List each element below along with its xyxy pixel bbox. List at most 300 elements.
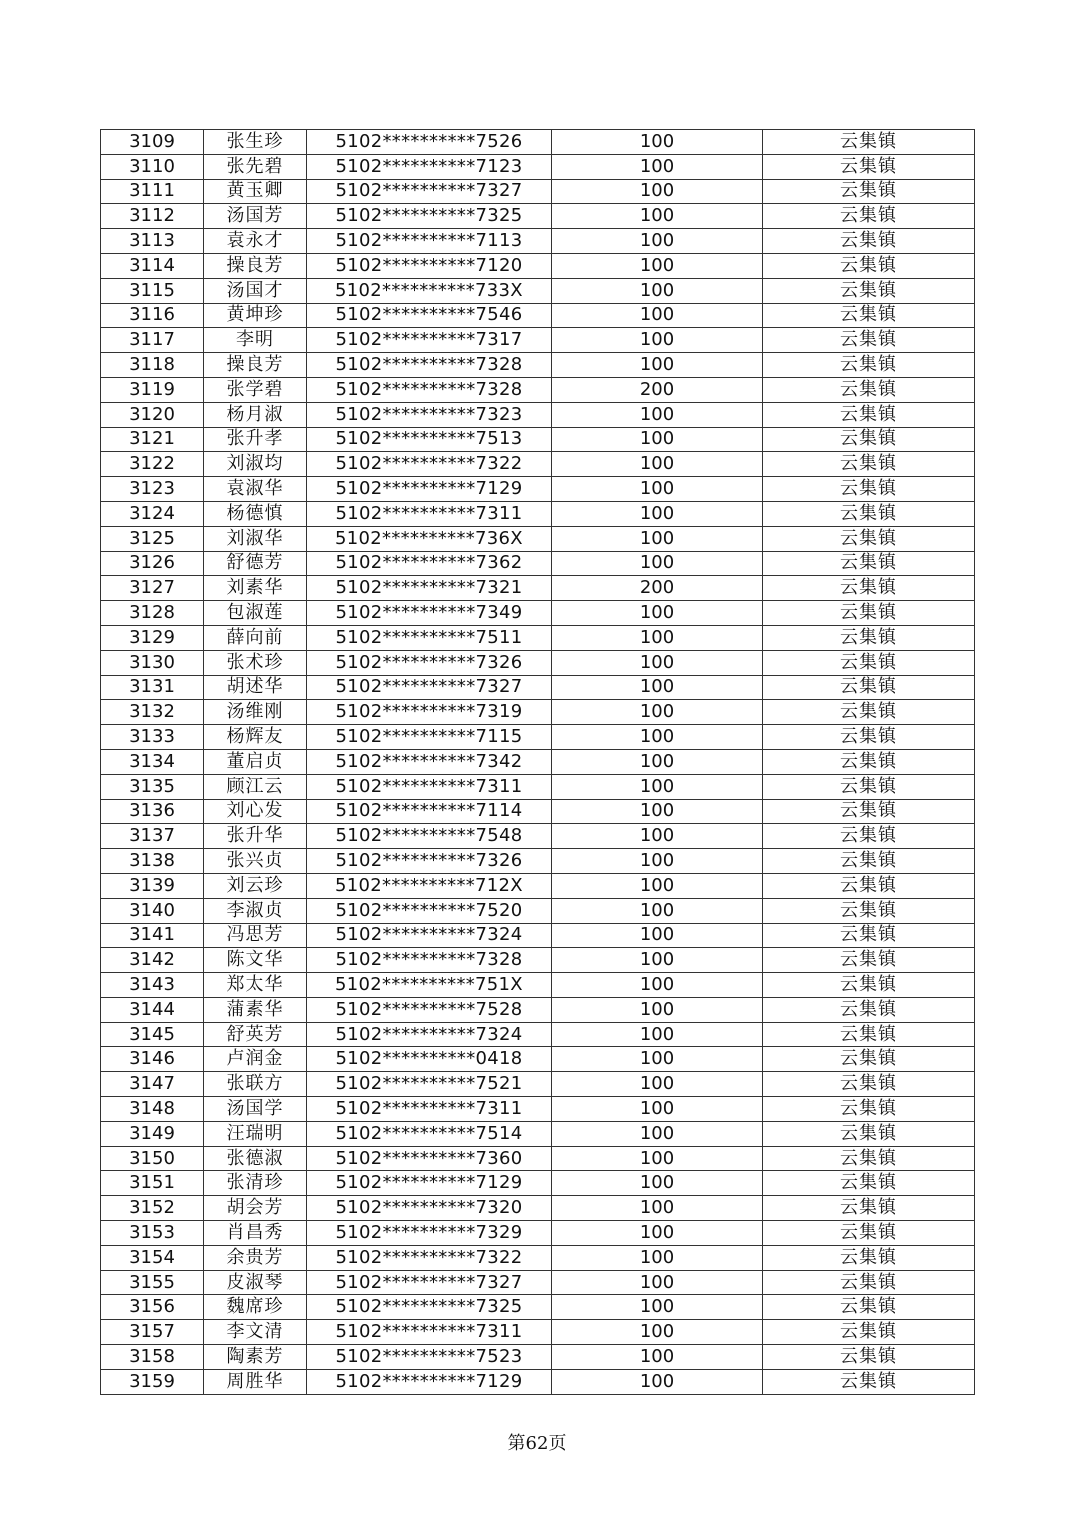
person-name-cell: 操良芳 bbox=[204, 353, 307, 378]
town-cell: 云集镇 bbox=[763, 923, 975, 948]
amount-cell: 100 bbox=[552, 749, 763, 774]
person-name-cell: 胡述华 bbox=[204, 675, 307, 700]
table-row bbox=[101, 204, 975, 229]
town-cell: 云集镇 bbox=[763, 179, 975, 204]
sequence-number-cell: 3116 bbox=[101, 303, 204, 328]
sequence-number-cell: 3131 bbox=[101, 675, 204, 700]
table-row bbox=[101, 154, 975, 179]
town-cell: 云集镇 bbox=[763, 1121, 975, 1146]
amount-cell: 100 bbox=[552, 303, 763, 328]
town-cell: 云集镇 bbox=[763, 1171, 975, 1196]
sequence-number-cell: 3110 bbox=[101, 154, 204, 179]
sequence-number-cell: 3149 bbox=[101, 1121, 204, 1146]
sequence-number-cell: 3148 bbox=[101, 1097, 204, 1122]
masked-id-number-cell: 5102**********7325 bbox=[307, 204, 552, 229]
sequence-number-cell: 3115 bbox=[101, 278, 204, 303]
sequence-number-cell: 3114 bbox=[101, 253, 204, 278]
sequence-number-cell: 3127 bbox=[101, 576, 204, 601]
sequence-number-cell: 3159 bbox=[101, 1369, 204, 1394]
table-row bbox=[101, 1146, 975, 1171]
masked-id-number-cell: 5102**********7342 bbox=[307, 749, 552, 774]
masked-id-number-cell: 5102**********7323 bbox=[307, 402, 552, 427]
town-cell: 云集镇 bbox=[763, 303, 975, 328]
table-row bbox=[101, 774, 975, 799]
sequence-number-cell: 3146 bbox=[101, 1047, 204, 1072]
town-cell: 云集镇 bbox=[763, 551, 975, 576]
town-cell: 云集镇 bbox=[763, 1047, 975, 1072]
amount-cell: 100 bbox=[552, 774, 763, 799]
masked-id-number-cell: 5102**********7113 bbox=[307, 229, 552, 254]
person-name-cell: 李明 bbox=[204, 328, 307, 353]
person-name-cell: 陈文华 bbox=[204, 948, 307, 973]
masked-id-number-cell: 5102**********7329 bbox=[307, 1221, 552, 1246]
roster-table-body bbox=[101, 130, 975, 1395]
table-row bbox=[101, 303, 975, 328]
masked-id-number-cell: 5102**********7511 bbox=[307, 625, 552, 650]
town-cell: 云集镇 bbox=[763, 1022, 975, 1047]
sequence-number-cell: 3139 bbox=[101, 873, 204, 898]
table-row bbox=[101, 625, 975, 650]
table-row bbox=[101, 1221, 975, 1246]
person-name-cell: 舒英芳 bbox=[204, 1022, 307, 1047]
person-name-cell: 舒德芳 bbox=[204, 551, 307, 576]
amount-cell: 100 bbox=[552, 1171, 763, 1196]
person-name-cell: 操良芳 bbox=[204, 253, 307, 278]
amount-cell: 100 bbox=[552, 1072, 763, 1097]
amount-cell: 100 bbox=[552, 625, 763, 650]
amount-cell: 100 bbox=[552, 526, 763, 551]
masked-id-number-cell: 5102**********7311 bbox=[307, 1097, 552, 1122]
masked-id-number-cell: 5102**********7327 bbox=[307, 179, 552, 204]
table-row bbox=[101, 253, 975, 278]
table-row bbox=[101, 898, 975, 923]
person-name-cell: 张术珍 bbox=[204, 650, 307, 675]
town-cell: 云集镇 bbox=[763, 1072, 975, 1097]
sequence-number-cell: 3152 bbox=[101, 1196, 204, 1221]
amount-cell: 200 bbox=[552, 576, 763, 601]
amount-cell: 100 bbox=[552, 179, 763, 204]
town-cell: 云集镇 bbox=[763, 353, 975, 378]
sequence-number-cell: 3136 bbox=[101, 799, 204, 824]
masked-id-number-cell: 5102**********7317 bbox=[307, 328, 552, 353]
masked-id-number-cell: 5102**********7513 bbox=[307, 427, 552, 452]
table-row bbox=[101, 1121, 975, 1146]
sequence-number-cell: 3128 bbox=[101, 601, 204, 626]
masked-id-number-cell: 5102**********7322 bbox=[307, 1245, 552, 1270]
amount-cell: 100 bbox=[552, 873, 763, 898]
town-cell: 云集镇 bbox=[763, 1270, 975, 1295]
table-row bbox=[101, 229, 975, 254]
person-name-cell: 汪瑞明 bbox=[204, 1121, 307, 1146]
person-name-cell: 张升华 bbox=[204, 824, 307, 849]
table-row bbox=[101, 1022, 975, 1047]
amount-cell: 100 bbox=[552, 353, 763, 378]
sequence-number-cell: 3109 bbox=[101, 130, 204, 155]
sequence-number-cell: 3124 bbox=[101, 501, 204, 526]
amount-cell: 100 bbox=[552, 1146, 763, 1171]
table-row bbox=[101, 477, 975, 502]
person-name-cell: 刘淑均 bbox=[204, 452, 307, 477]
person-name-cell: 魏席珍 bbox=[204, 1295, 307, 1320]
amount-cell: 100 bbox=[552, 477, 763, 502]
town-cell: 云集镇 bbox=[763, 1369, 975, 1394]
person-name-cell: 刘云珍 bbox=[204, 873, 307, 898]
person-name-cell: 张学碧 bbox=[204, 377, 307, 402]
amount-cell: 100 bbox=[552, 650, 763, 675]
amount-cell: 100 bbox=[552, 849, 763, 874]
amount-cell: 100 bbox=[552, 1245, 763, 1270]
town-cell: 云集镇 bbox=[763, 1097, 975, 1122]
sequence-number-cell: 3129 bbox=[101, 625, 204, 650]
sequence-number-cell: 3132 bbox=[101, 700, 204, 725]
person-name-cell: 余贵芳 bbox=[204, 1245, 307, 1270]
table-row bbox=[101, 526, 975, 551]
masked-id-number-cell: 5102**********7320 bbox=[307, 1196, 552, 1221]
person-name-cell: 蒲素华 bbox=[204, 997, 307, 1022]
person-name-cell: 周胜华 bbox=[204, 1369, 307, 1394]
town-cell: 云集镇 bbox=[763, 477, 975, 502]
sequence-number-cell: 3154 bbox=[101, 1245, 204, 1270]
person-name-cell: 袁淑华 bbox=[204, 477, 307, 502]
person-name-cell: 黄玉卿 bbox=[204, 179, 307, 204]
sequence-number-cell: 3120 bbox=[101, 402, 204, 427]
person-name-cell: 胡会芳 bbox=[204, 1196, 307, 1221]
amount-cell: 100 bbox=[552, 799, 763, 824]
masked-id-number-cell: 5102**********7115 bbox=[307, 725, 552, 750]
sequence-number-cell: 3141 bbox=[101, 923, 204, 948]
amount-cell: 100 bbox=[552, 328, 763, 353]
masked-id-number-cell: 5102**********7349 bbox=[307, 601, 552, 626]
sequence-number-cell: 3144 bbox=[101, 997, 204, 1022]
sequence-number-cell: 3117 bbox=[101, 328, 204, 353]
table-row bbox=[101, 601, 975, 626]
town-cell: 云集镇 bbox=[763, 253, 975, 278]
person-name-cell: 董启贞 bbox=[204, 749, 307, 774]
person-name-cell: 肖昌秀 bbox=[204, 1221, 307, 1246]
table-row bbox=[101, 1171, 975, 1196]
masked-id-number-cell: 5102**********7514 bbox=[307, 1121, 552, 1146]
sequence-number-cell: 3113 bbox=[101, 229, 204, 254]
table-row bbox=[101, 923, 975, 948]
person-name-cell: 卢润金 bbox=[204, 1047, 307, 1072]
table-row bbox=[101, 973, 975, 998]
sequence-number-cell: 3111 bbox=[101, 179, 204, 204]
table-row bbox=[101, 700, 975, 725]
amount-cell: 100 bbox=[552, 204, 763, 229]
sequence-number-cell: 3112 bbox=[101, 204, 204, 229]
sequence-number-cell: 3134 bbox=[101, 749, 204, 774]
town-cell: 云集镇 bbox=[763, 849, 975, 874]
masked-id-number-cell: 5102**********7325 bbox=[307, 1295, 552, 1320]
table-row bbox=[101, 1320, 975, 1345]
amount-cell: 100 bbox=[552, 601, 763, 626]
table-row bbox=[101, 1295, 975, 1320]
town-cell: 云集镇 bbox=[763, 625, 975, 650]
town-cell: 云集镇 bbox=[763, 948, 975, 973]
amount-cell: 100 bbox=[552, 1022, 763, 1047]
town-cell: 云集镇 bbox=[763, 1196, 975, 1221]
masked-id-number-cell: 5102**********7311 bbox=[307, 774, 552, 799]
masked-id-number-cell: 5102**********7548 bbox=[307, 824, 552, 849]
masked-id-number-cell: 5102**********7528 bbox=[307, 997, 552, 1022]
town-cell: 云集镇 bbox=[763, 278, 975, 303]
masked-id-number-cell: 5102**********0418 bbox=[307, 1047, 552, 1072]
person-name-cell: 刘心发 bbox=[204, 799, 307, 824]
sequence-number-cell: 3142 bbox=[101, 948, 204, 973]
town-cell: 云集镇 bbox=[763, 675, 975, 700]
sequence-number-cell: 3133 bbox=[101, 725, 204, 750]
town-cell: 云集镇 bbox=[763, 154, 975, 179]
sequence-number-cell: 3153 bbox=[101, 1221, 204, 1246]
sequence-number-cell: 3138 bbox=[101, 849, 204, 874]
sequence-number-cell: 3156 bbox=[101, 1295, 204, 1320]
masked-id-number-cell: 5102**********7324 bbox=[307, 1022, 552, 1047]
masked-id-number-cell: 5102**********7311 bbox=[307, 1320, 552, 1345]
town-cell: 云集镇 bbox=[763, 1345, 975, 1370]
town-cell: 云集镇 bbox=[763, 601, 975, 626]
person-name-cell: 陶素芳 bbox=[204, 1345, 307, 1370]
person-name-cell: 汤维刚 bbox=[204, 700, 307, 725]
table-row bbox=[101, 1369, 975, 1394]
masked-id-number-cell: 5102**********7327 bbox=[307, 675, 552, 700]
amount-cell: 100 bbox=[552, 725, 763, 750]
table-row bbox=[101, 824, 975, 849]
masked-id-number-cell: 5102**********7114 bbox=[307, 799, 552, 824]
masked-id-number-cell: 5102**********7523 bbox=[307, 1345, 552, 1370]
town-cell: 云集镇 bbox=[763, 501, 975, 526]
masked-id-number-cell: 5102**********7311 bbox=[307, 501, 552, 526]
sequence-number-cell: 3150 bbox=[101, 1146, 204, 1171]
person-name-cell: 冯思芳 bbox=[204, 923, 307, 948]
table-row bbox=[101, 402, 975, 427]
person-name-cell: 张联方 bbox=[204, 1072, 307, 1097]
sequence-number-cell: 3140 bbox=[101, 898, 204, 923]
masked-id-number-cell: 5102**********7327 bbox=[307, 1270, 552, 1295]
sequence-number-cell: 3137 bbox=[101, 824, 204, 849]
town-cell: 云集镇 bbox=[763, 204, 975, 229]
subsidy-roster-table bbox=[100, 129, 975, 1395]
table-row bbox=[101, 650, 975, 675]
table-row bbox=[101, 1245, 975, 1270]
town-cell: 云集镇 bbox=[763, 700, 975, 725]
amount-cell: 100 bbox=[552, 1121, 763, 1146]
town-cell: 云集镇 bbox=[763, 824, 975, 849]
person-name-cell: 薛向前 bbox=[204, 625, 307, 650]
amount-cell: 100 bbox=[552, 278, 763, 303]
town-cell: 云集镇 bbox=[763, 1320, 975, 1345]
person-name-cell: 杨德慎 bbox=[204, 501, 307, 526]
table-row bbox=[101, 377, 975, 402]
person-name-cell: 张升孝 bbox=[204, 427, 307, 452]
person-name-cell: 张先碧 bbox=[204, 154, 307, 179]
town-cell: 云集镇 bbox=[763, 402, 975, 427]
table-row bbox=[101, 725, 975, 750]
town-cell: 云集镇 bbox=[763, 1221, 975, 1246]
amount-cell: 100 bbox=[552, 1047, 763, 1072]
amount-cell: 200 bbox=[552, 377, 763, 402]
person-name-cell: 张兴贞 bbox=[204, 849, 307, 874]
amount-cell: 100 bbox=[552, 1196, 763, 1221]
sequence-number-cell: 3143 bbox=[101, 973, 204, 998]
sequence-number-cell: 3135 bbox=[101, 774, 204, 799]
table-row bbox=[101, 1345, 975, 1370]
person-name-cell: 顾江云 bbox=[204, 774, 307, 799]
person-name-cell: 皮淑琴 bbox=[204, 1270, 307, 1295]
person-name-cell: 杨月淑 bbox=[204, 402, 307, 427]
masked-id-number-cell: 5102**********7520 bbox=[307, 898, 552, 923]
masked-id-number-cell: 5102**********7129 bbox=[307, 477, 552, 502]
town-cell: 云集镇 bbox=[763, 1146, 975, 1171]
town-cell: 云集镇 bbox=[763, 650, 975, 675]
table-row bbox=[101, 328, 975, 353]
amount-cell: 100 bbox=[552, 1345, 763, 1370]
amount-cell: 100 bbox=[552, 501, 763, 526]
town-cell: 云集镇 bbox=[763, 973, 975, 998]
amount-cell: 100 bbox=[552, 700, 763, 725]
amount-cell: 100 bbox=[552, 253, 763, 278]
amount-cell: 100 bbox=[552, 229, 763, 254]
town-cell: 云集镇 bbox=[763, 576, 975, 601]
masked-id-number-cell: 5102**********7360 bbox=[307, 1146, 552, 1171]
page-number: 第62页 bbox=[507, 1433, 567, 1454]
town-cell: 云集镇 bbox=[763, 328, 975, 353]
sequence-number-cell: 3118 bbox=[101, 353, 204, 378]
town-cell: 云集镇 bbox=[763, 898, 975, 923]
masked-id-number-cell: 5102**********7328 bbox=[307, 948, 552, 973]
amount-cell: 100 bbox=[552, 973, 763, 998]
table-row bbox=[101, 997, 975, 1022]
town-cell: 云集镇 bbox=[763, 452, 975, 477]
table-row bbox=[101, 576, 975, 601]
person-name-cell: 包淑莲 bbox=[204, 601, 307, 626]
amount-cell: 100 bbox=[552, 923, 763, 948]
town-cell: 云集镇 bbox=[763, 229, 975, 254]
table-row bbox=[101, 1047, 975, 1072]
table-row bbox=[101, 675, 975, 700]
masked-id-number-cell: 5102**********7120 bbox=[307, 253, 552, 278]
amount-cell: 100 bbox=[552, 130, 763, 155]
masked-id-number-cell: 5102**********7546 bbox=[307, 303, 552, 328]
person-name-cell: 张德淑 bbox=[204, 1146, 307, 1171]
person-name-cell: 刘素华 bbox=[204, 576, 307, 601]
person-name-cell: 袁永才 bbox=[204, 229, 307, 254]
person-name-cell: 杨辉友 bbox=[204, 725, 307, 750]
amount-cell: 100 bbox=[552, 551, 763, 576]
town-cell: 云集镇 bbox=[763, 427, 975, 452]
amount-cell: 100 bbox=[552, 824, 763, 849]
town-cell: 云集镇 bbox=[763, 526, 975, 551]
amount-cell: 100 bbox=[552, 1270, 763, 1295]
amount-cell: 100 bbox=[552, 1221, 763, 1246]
amount-cell: 100 bbox=[552, 948, 763, 973]
table-row bbox=[101, 278, 975, 303]
town-cell: 云集镇 bbox=[763, 130, 975, 155]
sequence-number-cell: 3125 bbox=[101, 526, 204, 551]
sequence-number-cell: 3121 bbox=[101, 427, 204, 452]
person-name-cell: 汤国才 bbox=[204, 278, 307, 303]
masked-id-number-cell: 5102**********712X bbox=[307, 873, 552, 898]
sequence-number-cell: 3119 bbox=[101, 377, 204, 402]
town-cell: 云集镇 bbox=[763, 774, 975, 799]
town-cell: 云集镇 bbox=[763, 873, 975, 898]
town-cell: 云集镇 bbox=[763, 997, 975, 1022]
table-row bbox=[101, 849, 975, 874]
masked-id-number-cell: 5102**********7321 bbox=[307, 576, 552, 601]
sequence-number-cell: 3151 bbox=[101, 1171, 204, 1196]
person-name-cell: 汤国芳 bbox=[204, 204, 307, 229]
table-row bbox=[101, 452, 975, 477]
masked-id-number-cell: 5102**********7326 bbox=[307, 849, 552, 874]
sequence-number-cell: 3158 bbox=[101, 1345, 204, 1370]
table-row bbox=[101, 130, 975, 155]
amount-cell: 100 bbox=[552, 402, 763, 427]
masked-id-number-cell: 5102**********751X bbox=[307, 973, 552, 998]
amount-cell: 100 bbox=[552, 452, 763, 477]
sequence-number-cell: 3130 bbox=[101, 650, 204, 675]
amount-cell: 100 bbox=[552, 675, 763, 700]
sequence-number-cell: 3122 bbox=[101, 452, 204, 477]
person-name-cell: 李淑贞 bbox=[204, 898, 307, 923]
sequence-number-cell: 3155 bbox=[101, 1270, 204, 1295]
person-name-cell: 刘淑华 bbox=[204, 526, 307, 551]
amount-cell: 100 bbox=[552, 427, 763, 452]
person-name-cell: 郑太华 bbox=[204, 973, 307, 998]
masked-id-number-cell: 5102**********7328 bbox=[307, 353, 552, 378]
town-cell: 云集镇 bbox=[763, 1245, 975, 1270]
masked-id-number-cell: 5102**********7324 bbox=[307, 923, 552, 948]
table-row bbox=[101, 353, 975, 378]
table-row bbox=[101, 551, 975, 576]
amount-cell: 100 bbox=[552, 1295, 763, 1320]
sequence-number-cell: 3123 bbox=[101, 477, 204, 502]
table-row bbox=[101, 749, 975, 774]
town-cell: 云集镇 bbox=[763, 799, 975, 824]
amount-cell: 100 bbox=[552, 898, 763, 923]
amount-cell: 100 bbox=[552, 997, 763, 1022]
masked-id-number-cell: 5102**********7362 bbox=[307, 551, 552, 576]
table-row bbox=[101, 427, 975, 452]
masked-id-number-cell: 5102**********7326 bbox=[307, 650, 552, 675]
table-row bbox=[101, 179, 975, 204]
masked-id-number-cell: 5102**********7328 bbox=[307, 377, 552, 402]
town-cell: 云集镇 bbox=[763, 749, 975, 774]
masked-id-number-cell: 5102**********7123 bbox=[307, 154, 552, 179]
amount-cell: 100 bbox=[552, 154, 763, 179]
masked-id-number-cell: 5102**********7319 bbox=[307, 700, 552, 725]
person-name-cell: 汤国学 bbox=[204, 1097, 307, 1122]
sequence-number-cell: 3126 bbox=[101, 551, 204, 576]
sequence-number-cell: 3145 bbox=[101, 1022, 204, 1047]
table-row bbox=[101, 1270, 975, 1295]
table-row bbox=[101, 799, 975, 824]
amount-cell: 100 bbox=[552, 1320, 763, 1345]
town-cell: 云集镇 bbox=[763, 725, 975, 750]
person-name-cell: 张清珍 bbox=[204, 1171, 307, 1196]
masked-id-number-cell: 5102**********733X bbox=[307, 278, 552, 303]
person-name-cell: 李文清 bbox=[204, 1320, 307, 1345]
person-name-cell: 黄坤珍 bbox=[204, 303, 307, 328]
table-row bbox=[101, 948, 975, 973]
table-row bbox=[101, 873, 975, 898]
table-row bbox=[101, 1097, 975, 1122]
masked-id-number-cell: 5102**********736X bbox=[307, 526, 552, 551]
masked-id-number-cell: 5102**********7129 bbox=[307, 1369, 552, 1394]
amount-cell: 100 bbox=[552, 1097, 763, 1122]
sequence-number-cell: 3157 bbox=[101, 1320, 204, 1345]
masked-id-number-cell: 5102**********7322 bbox=[307, 452, 552, 477]
masked-id-number-cell: 5102**********7521 bbox=[307, 1072, 552, 1097]
town-cell: 云集镇 bbox=[763, 1295, 975, 1320]
